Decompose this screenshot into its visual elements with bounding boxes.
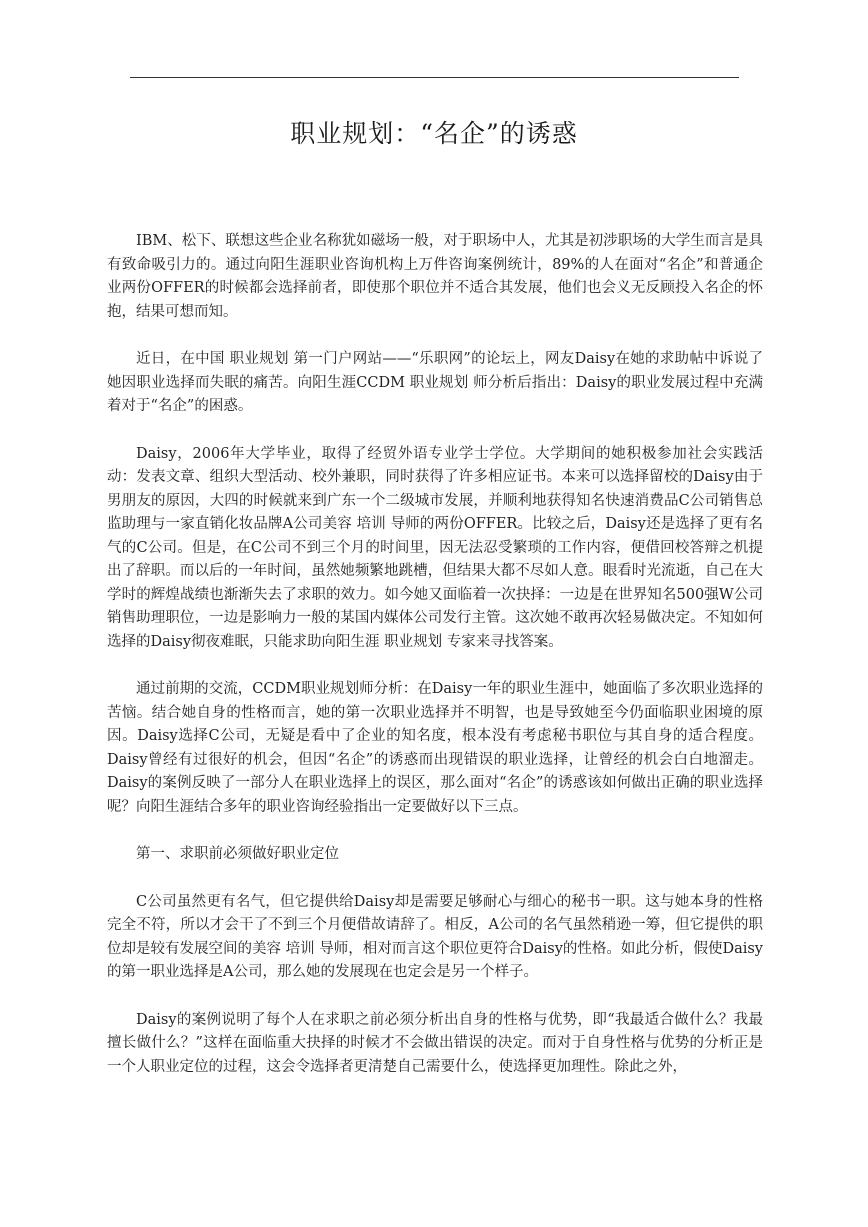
paragraph-intro: IBM、松下、联想这些企业名称犹如磁场一般，对于职场中人，尤其是初涉职场的大学生而言是具有致命吸引力的。通过向阳生涯职业咨询机构上万件咨询案例统计，89%的人在面对“名企”和普通企业两份OFFER的时候都会选择前者，即使那个职位并不适合其发展，他们也会义无反顾投入名企的怀抱，结果可想而知。 — [107, 233, 763, 320]
paragraph-daisy-background: Daisy，2006年大学毕业，取得了经贸外语专业学士学位。大学期间的她积极参加社会实践活动：发表文章、组织大型活动、校外兼职，同时获得了许多相应证书。本来可以选择留校的Daisy由于男朋友的原因，大四的时候就来到广东一个二级城市发展，并顺利地获得知名快速消费品C公司销售总监助理与一家直销化妆品牌A公司美容 培训 导师的两份OFFER。比较之后，Daisy还是选择了更有名气的C公司。但是，在C公司不到三个月的时间里，因无法忍受繁琐的工作内容，便借回校答辩之机提出了辞职。而以后的一年时间，虽然她频繁地跳槽，但结果大都不尽如人意。眼看时光流逝，自己在大学时的辉煌战绩也渐渐失去了求职的效力。如今她又面临着一次抉择：一边是在世界知名500强W公司销售助理职位，一边是影响力一般的某国内媒体公司发行主管。这次她不敢再次轻易做决定。不知如何选择的Daisy彻夜难眠，只能求助向阳生涯 职业规划 专家来寻找答案。 — [107, 445, 763, 650]
document-body — [107, 230, 763, 1103]
section-heading-positioning: 第一、求职前必须做好职业定位 — [136, 846, 339, 862]
paragraph-forum-post: 近日，在中国 职业规划 第一门户网站——“乐职网”的论坛上，网友Daisy在她的求助帖中诉说了她因职业选择而失眠的痛苦。向阳生涯CCDM 职业规划 师分析后指出：Daisy的职业发展过程中充满着对于“名企”的困惑。 — [107, 351, 763, 414]
paragraph-ccdm-analysis: 通过前期的交流，CCDM职业规划师分析：在Daisy一年的职业生涯中，她面临了多次职业选择的苦恼。结合她自身的性格而言，她的第一次职业选择并不明智，也是导致她至今仍面临职业困境的原因。Daisy选择C公司，无疑是看中了企业的知名度，根本没有考虑秘书职位与其自身的适合程度。Daisy曾经有过很好的机会，但因“名企”的诱惑而出现错误的职业选择，让曾经的机会白白地溜走。Daisy的案例反映了一部分人在职业选择上的误区，那么面对“名企”的诱惑该如何做出正确的职业选择呢？向阳生涯结合多年的职业咨询经验指出一定要做好以下三点。 — [107, 681, 763, 815]
paragraph-self-analysis: Daisy的案例说明了每个人在求职之前必须分析出自身的性格与优势，即“我最适合做什么？我最擅长做什么？”这样在面临重大抉择的时候才不会做出错误的决定。而对于自身性格与优势的分析正是一个人职业定位的过程，这会令选择者更清楚自己需要什么，使选择更加理性。除此之外， — [107, 1011, 763, 1075]
paragraph-company-comparison: C公司虽然更有名气，但它提供给Daisy却是需要足够耐心与细心的秘书一职。这与她本身的性格完全不符，所以才会干了不到三个月便借故请辞了。相反，A公司的名气虽然稍逊一筹，但它提供的职位却是较有发展空间的美容 培训 导师，相对而言这个职位更符合Daisy的性格。如此分析，假使Daisy的第一职业选择是A公司，那么她的发展现在也定会是另一个样子。 — [107, 893, 763, 980]
header-rule — [130, 77, 739, 78]
document-title: 职业规划：“名企”的诱惑 — [290, 119, 578, 148]
